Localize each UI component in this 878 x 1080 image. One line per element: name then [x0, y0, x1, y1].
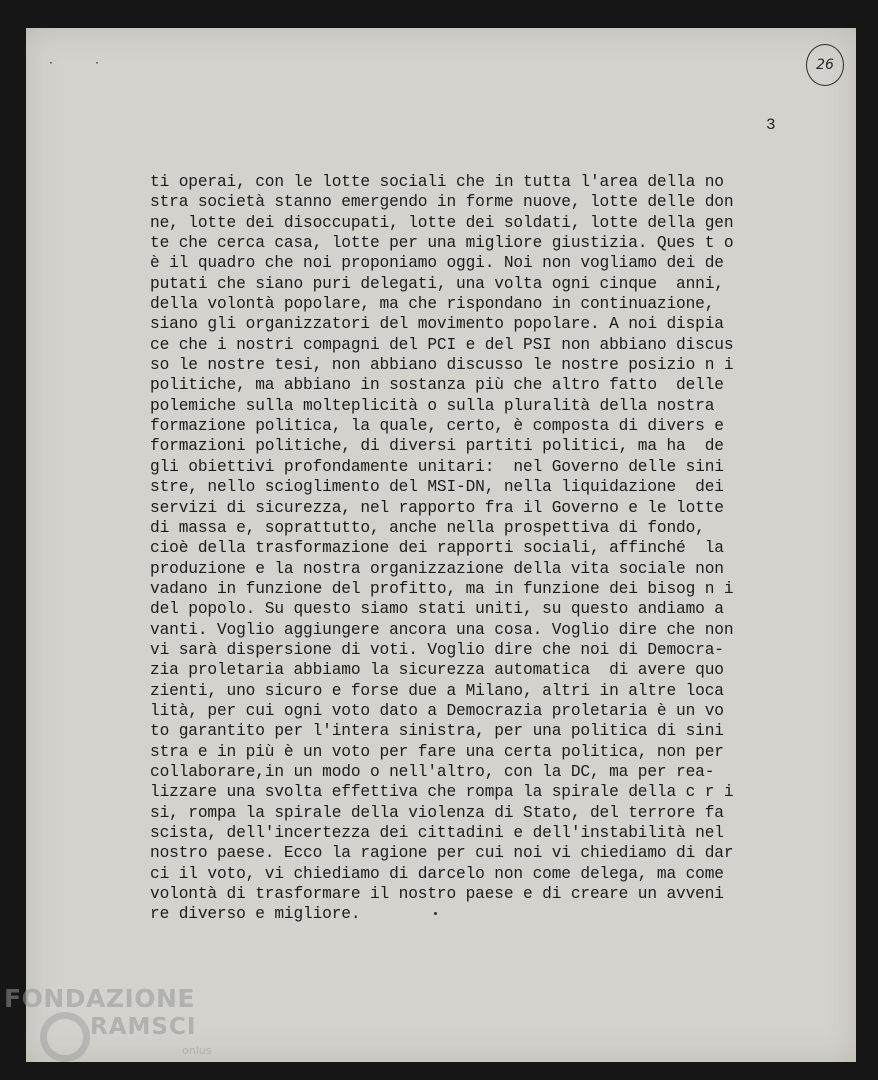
text-line: zia proletaria abbiamo la sicurezza automatica di avere quo	[150, 661, 724, 680]
text-line: formazione politica, la quale, certo, è composta di divers e	[150, 417, 724, 436]
text-line: collaborare,in un modo o nell'altro, con la DC, ma per rea-	[150, 762, 715, 781]
text-line: vanti. Voglio aggiungere ancora una cosa. Voglio dire che non	[150, 620, 734, 639]
text-line: putati che siano puri delegati, una volta ogni cinque anni,	[150, 274, 724, 293]
text-line: volontà di trasformare il nostro paese e di creare un avveni	[150, 885, 724, 904]
text-line: è il quadro che noi proponiamo oggi. Noi non vogliamo dei de	[150, 254, 724, 273]
text-line: produzione e la nostra organizzazione della vita sociale non	[150, 559, 724, 578]
text-line: so le nostre tesi, non abbiano discusso le nostre posizio n i	[150, 356, 734, 375]
text-line: formazioni politiche, di diversi partiti politici, ma ha de	[150, 437, 724, 456]
watermark-g-logo-icon	[40, 1012, 90, 1062]
page-number: 3	[766, 116, 776, 134]
text-line: nostro paese. Ecco la ragione per cui noi vi chiediamo di dar	[150, 844, 734, 863]
paper-specks: ··	[48, 58, 141, 69]
text-line: zienti, uno sicuro e forse due a Milano, altri in altre loca	[150, 681, 724, 700]
text-line: lizzare una svolta effettiva che rompa la spirale della c r i	[150, 783, 734, 802]
text-line: siano gli organizzatori del movimento popolare. A noi dispia	[150, 315, 724, 334]
text-line: ne, lotte dei disoccupati, lotte dei soldati, lotte della gen	[150, 213, 734, 232]
text-line: servizi di sicurezza, nel rapporto fra il Governo e le lotte	[150, 498, 724, 517]
text-line: stre, nello scioglimento del MSI-DN, nella liquidazione dei	[150, 478, 724, 497]
text-line: scista, dell'incertezza dei cittadini e dell'instabilità nel	[150, 824, 724, 842]
fondazione-gramsci-watermark	[4, 984, 234, 1074]
typewritten-text	[150, 172, 790, 925]
text-line: della volontà popolare, ma che rispondano in continuazione,	[150, 295, 715, 314]
ink-speck	[434, 912, 437, 915]
watermark-line1: FONDAZIONE	[4, 984, 196, 1013]
text-line: politiche, ma abbiano in sostanza più che altro fatto delle	[150, 376, 724, 395]
text-line: ti operai, con le lotte sociali che in tutta l'area della no	[150, 173, 724, 191]
text-line: di massa e, soprattutto, anche nella prospettiva di fondo,	[150, 518, 705, 537]
text-line: polemiche sulla molteplicità o sulla pluralità della nostra	[150, 396, 715, 415]
text-line: cioè della trasformazione dei rapporti sociali, affinché la	[150, 539, 724, 558]
archive-number-stamp: 26	[806, 44, 844, 86]
watermark-line2: RAMSCI	[90, 1014, 197, 1040]
watermark-line3: onlus	[182, 1044, 212, 1057]
text-line: ce che i nostri compagni del PCI e del PSI non abbiano discus	[150, 335, 734, 354]
text-line: del popolo. Su questo siamo stati uniti, su questo andiamo a	[150, 600, 724, 619]
text-line: stra società stanno emergendo in forme nuove, lotte delle don	[150, 193, 734, 212]
text-line: te che cerca casa, lotte per una migliore giustizia. Ques t o	[150, 234, 734, 253]
text-line: vi sarà dispersione di voti. Voglio dire che noi di Democra-	[150, 640, 724, 659]
text-line: gli obiettivi profondamente unitari: nel Governo delle sini	[150, 457, 724, 476]
text-line: stra e in più è un voto per fare una certa politica, non per	[150, 742, 724, 761]
text-line: vadano in funzione del profitto, ma in funzione dei bisog n i	[150, 579, 734, 598]
text-line: re diverso e migliore.	[150, 905, 361, 924]
text-line: to garantito per l'intera sinistra, per una politica di sini	[150, 722, 724, 741]
text-line: ci il voto, vi chiediamo di darcelo non come delega, ma come	[150, 864, 724, 883]
text-line: lità, per cui ogni voto dato a Democrazia proletaria è un vo	[150, 701, 724, 720]
text-line: si, rompa la spirale della violenza di Stato, del terrore fa	[150, 803, 724, 822]
